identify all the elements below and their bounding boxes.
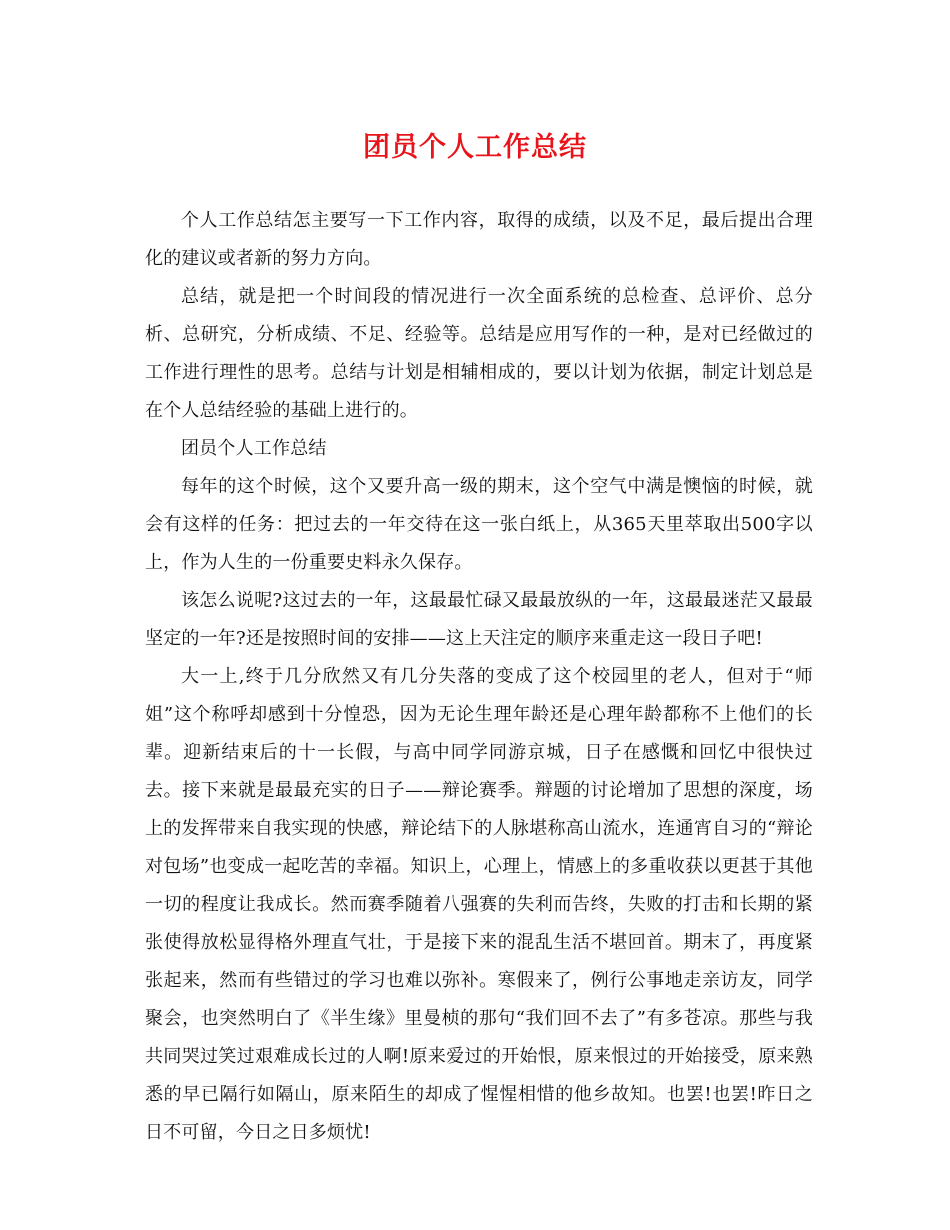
document-body <box>145 202 813 1152</box>
paragraph: 个人工作总结怎主要写一下工作内容，取得的成绩，以及不足，最后提出合理化的建议或者新的努力方向。 <box>145 210 813 269</box>
section-heading: 团员个人工作总结 <box>181 438 327 459</box>
document-title: 团员个人工作总结 <box>363 132 587 163</box>
paragraph: 总结，就是把一个时间段的情况进行一次全面系统的总检查、总评价、总分析、总研究，分析成绩、不足、经验等。总结是应用写作的一种，是对已经做过的工作进行理性的思考。总结与计划是相辅相成的，要以计划为依据，制定计划总是在个人总结经验的基础上进行的。 <box>145 286 813 421</box>
paragraph: 该怎么说呢?这过去的一年，这最最忙碌又最最放纵的一年，这最最迷茫又最最坚定的一年?还是按照时间的安排——这上天注定的顺序来重走这一段日子吧! <box>145 590 813 649</box>
paragraph: 每年的这个时候，这个又要升高一级的期末，这个空气中满是懊恼的时候，就会有这样的任务：把过去的一年交待在这一张白纸上，从365天里萃取出500字以上，作为人生的一份重要史料永久保存。 <box>145 476 813 573</box>
paragraph: 大一上,终于几分欣然又有几分失落的变成了这个校园里的老人，但对于“师姐”这个称呼却感到十分惶恐，因为无论生理年龄还是心理年龄都称不上他们的长辈。迎新结束后的十一长假，与高中同学同游京城，日子在感慨和回忆中很快过去。接下来就是最最充实的日子——辩论赛季。辩题的讨论增加了思想的深度，场上的发挥带来自我实现的快感，辩论结下的人脉堪称高山流水，连通宵自习的“辩论对包场”也变成一起吃苦的幸福。知识上，心理上，情感上的多重收获以更甚于其他一切的程度让我成长。然而赛季随着八强赛的失利而告终，失败的打击和长期的紧张使得放松显得格外理直气壮，于是接下来的混乱生活不堪回首。期末了，再度紧张起来，然而有些错过的学习也难以弥补。寒假来了，例行公事地走亲访友，同学聚会，也突然明白了《半生缘》里曼桢的那句“我们回不去了”有多苍凉。那些与我共同哭过笑过艰难成长过的人啊!原来爱过的开始恨，原来恨过的开始接受，原来熟悉的早已隔行如隔山，原来陌生的却成了惺惺相惜的他乡故知。也罢!也罢!昨日之日不可留，今日之日多烦忧! <box>145 666 813 1143</box>
